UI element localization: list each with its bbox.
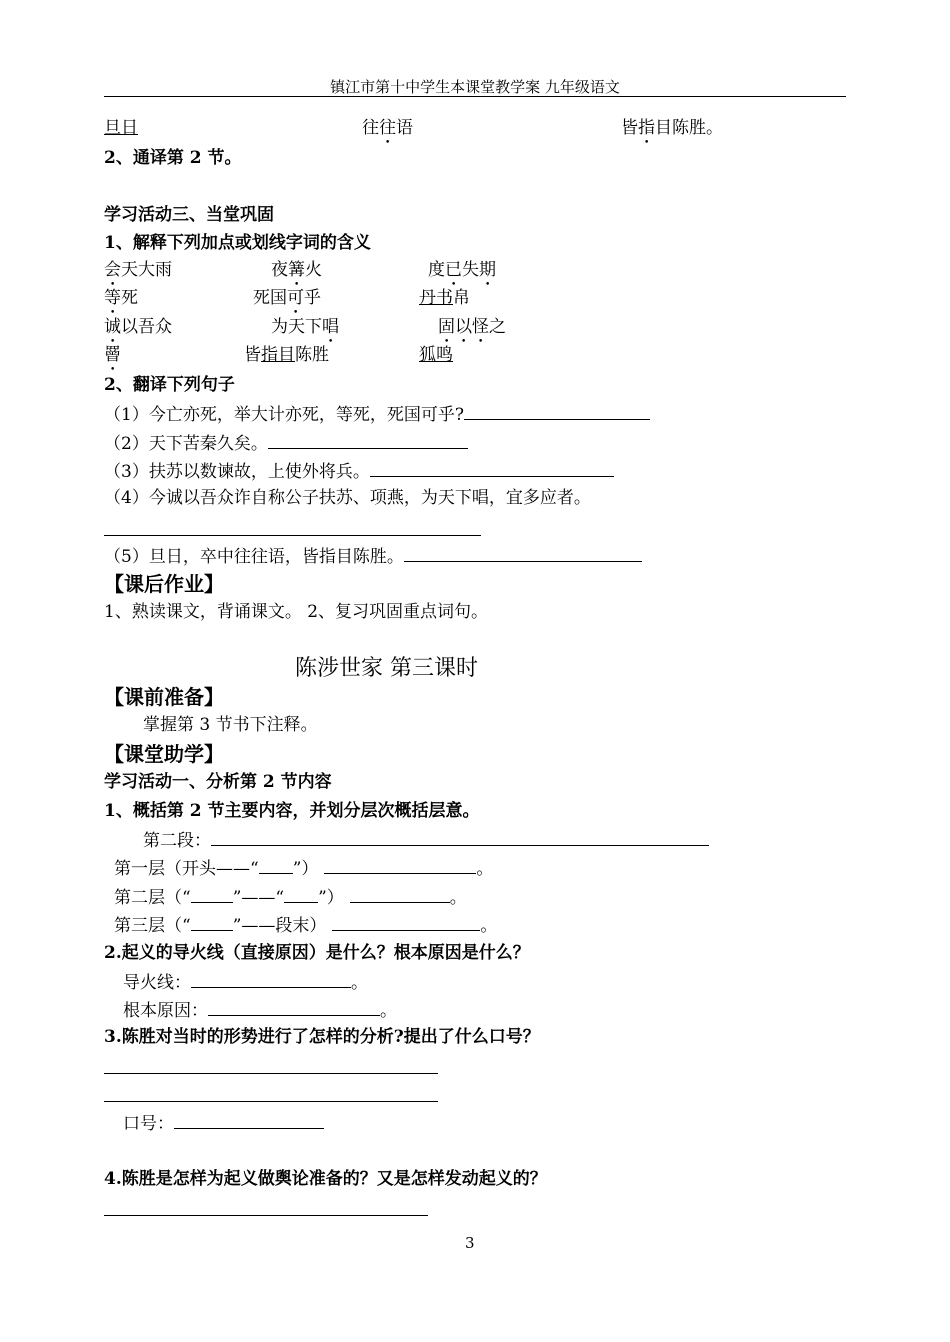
sentence-text: （5）旦日，卒中往往语，皆指目陈胜。 — [104, 547, 404, 567]
word-dotted: 可 — [287, 288, 304, 308]
period: 。 — [351, 973, 368, 993]
slogan-row — [123, 1111, 324, 1135]
fuse-label: 导火线： — [123, 973, 191, 993]
word-dotted: 固 — [438, 317, 455, 337]
lesson-title: 陈涉世家 第三课时 — [295, 656, 478, 681]
activity3-heading: 学习活动三、当堂巩固 — [104, 205, 274, 225]
answer-blank[interactable] — [284, 885, 318, 903]
page-header: 镇江市第十中学生本课堂教学案 九年级语文 — [330, 78, 620, 96]
word-item — [104, 287, 138, 318]
word-dotted: 以 — [455, 317, 472, 337]
term-dotted: 指 — [638, 118, 655, 138]
period: 。 — [380, 1001, 397, 1021]
layer-label: ”） — [318, 888, 344, 908]
word-text: 之 — [489, 317, 506, 337]
answer-blank[interactable] — [404, 544, 642, 562]
sentence-text: （3）扶苏以数谏故，上使外将兵。 — [104, 462, 370, 482]
answer-blank[interactable] — [174, 1111, 324, 1129]
layer1-row — [114, 856, 493, 880]
activity1-q2: 2.起义的导火线（直接原因）是什么？根本原因是什么？ — [104, 943, 530, 963]
answer-blank[interactable] — [350, 885, 450, 903]
word-item — [104, 344, 121, 375]
word-text: 陈胜 — [295, 345, 329, 365]
word-text: 帛 — [453, 288, 470, 308]
word-dotted: 等 — [104, 288, 121, 308]
period: 。 — [476, 859, 494, 879]
word-item — [244, 344, 329, 366]
word-text: 失 — [462, 260, 479, 280]
answer-line[interactable] — [104, 1101, 438, 1102]
task-translate-s2: 2、通译第 2 节。 — [104, 148, 242, 168]
word-text: 乎 — [304, 288, 321, 308]
page-number: 3 — [465, 1234, 475, 1252]
activity3-q2: 2、翻译下列句子 — [104, 375, 235, 395]
word-dotted: 怪 — [472, 317, 489, 337]
answer-blank[interactable] — [332, 913, 480, 931]
answer-blank[interactable] — [370, 459, 614, 477]
word-item — [253, 287, 321, 318]
sentence-1 — [104, 402, 650, 426]
answer-line[interactable] — [104, 1073, 438, 1074]
term-text: 皆 — [621, 118, 638, 138]
answer-blank[interactable] — [191, 970, 351, 988]
answer-blank[interactable] — [259, 856, 293, 874]
term-dotted: 往 — [379, 118, 396, 138]
layer-label: ”——“ — [232, 888, 285, 908]
word-item — [271, 259, 322, 290]
root-row — [123, 998, 397, 1022]
slogan-label: 口号： — [123, 1114, 174, 1134]
prep-text: 掌握第 3 节书下注释。 — [143, 715, 318, 735]
word-text: 天大雨 — [121, 260, 172, 280]
activity1-q3: 3.陈胜对当时的形势进行了怎样的分析?提出了什么口号？ — [104, 1027, 540, 1047]
para2-row — [143, 828, 709, 852]
para2-label: 第二段： — [143, 831, 211, 851]
answer-blank[interactable] — [211, 828, 709, 846]
answer-blank[interactable] — [191, 885, 233, 903]
answer-line[interactable] — [104, 1215, 428, 1216]
answer-blank[interactable] — [208, 998, 380, 1016]
word-dotted: 诚 — [104, 317, 121, 337]
sentence-4: （4）今诚以吾众诈自称公子扶苏、项燕，为天下唱，宜多应者。 — [104, 488, 591, 508]
word-text: 以吾众 — [121, 317, 172, 337]
fuse-row — [123, 970, 368, 994]
sentence-3 — [104, 459, 614, 483]
period: 。 — [480, 916, 498, 936]
layer-label: 第三层（“ — [114, 916, 191, 936]
word-dotted: 期 — [479, 260, 496, 280]
word-underlined: 丹书 — [419, 288, 453, 308]
term-dandan-text: 旦日 — [104, 118, 138, 138]
sentence-text: （2）天下苦秦久矣。 — [104, 434, 268, 454]
sentence-5 — [104, 544, 642, 568]
answer-blank[interactable] — [268, 431, 468, 449]
answer-blank[interactable] — [324, 856, 476, 874]
term-text: 语 — [396, 118, 413, 138]
term-zhimu — [621, 117, 723, 148]
prep-heading: 【课前准备】 — [104, 685, 224, 709]
activity1-heading: 学习活动一、分析第 2 节内容 — [104, 772, 332, 792]
term-wangwang — [362, 117, 413, 148]
term-dandan — [104, 117, 138, 139]
word-text: 皆 — [244, 345, 261, 365]
homework-heading: 【课后作业】 — [104, 572, 224, 596]
word-dotted: 会 — [104, 260, 121, 280]
activity3-q1: 1、解释下列加点或划线字词的含义 — [104, 233, 371, 253]
word-text: 为天下 — [271, 317, 322, 337]
word-text: 死国 — [253, 288, 287, 308]
word-item — [428, 259, 496, 290]
word-dotted: 罾 — [104, 345, 121, 365]
activity1-q1: 1、概括第 2 节主要内容，并划分层次概括层意。 — [104, 801, 480, 821]
word-item — [438, 316, 506, 347]
word-item — [104, 259, 172, 290]
answer-blank[interactable] — [191, 913, 233, 931]
layer-label: ”——段末） — [232, 916, 327, 936]
root-label: 根本原因： — [123, 1001, 208, 1021]
word-dotted: 篝 — [288, 260, 305, 280]
word-item — [419, 287, 470, 309]
word-text: 火 — [305, 260, 322, 280]
word-text: 度 — [428, 260, 445, 280]
word-item — [271, 316, 339, 347]
answer-blank[interactable] — [464, 402, 650, 420]
word-dotted: 已 — [445, 260, 462, 280]
homework-line: 1、熟读课文，背诵课文。 2、复习巩固重点词句。 — [104, 602, 489, 622]
help-heading: 【课堂助学】 — [104, 742, 224, 766]
word-underlined: 指目 — [261, 345, 295, 365]
layer-label: 第一层（开头——“ — [114, 859, 259, 879]
word-underlined: 狐鸣 — [419, 345, 453, 365]
word-text: 死 — [121, 288, 138, 308]
sentence-2 — [104, 431, 468, 455]
layer2-row — [114, 885, 467, 909]
word-item — [104, 316, 172, 347]
layer-label: ”） — [292, 859, 319, 879]
word-text: 夜 — [271, 260, 288, 280]
activity1-q4: 4.陈胜是怎样为起义做舆论准备的？又是怎样发动起义的？ — [104, 1169, 547, 1189]
period: 。 — [449, 888, 467, 908]
header-rule — [104, 96, 846, 97]
term-text: 往 — [362, 118, 379, 138]
word-dotted: 唱 — [322, 317, 339, 337]
term-text: 目陈胜。 — [655, 118, 723, 138]
layer3-row — [114, 913, 497, 937]
word-item — [419, 344, 453, 366]
layer-label: 第二层（“ — [114, 888, 191, 908]
answer-line[interactable] — [104, 535, 481, 536]
sentence-text: （1）今亡亦死，举大计亦死，等死，死国可乎? — [104, 405, 464, 425]
